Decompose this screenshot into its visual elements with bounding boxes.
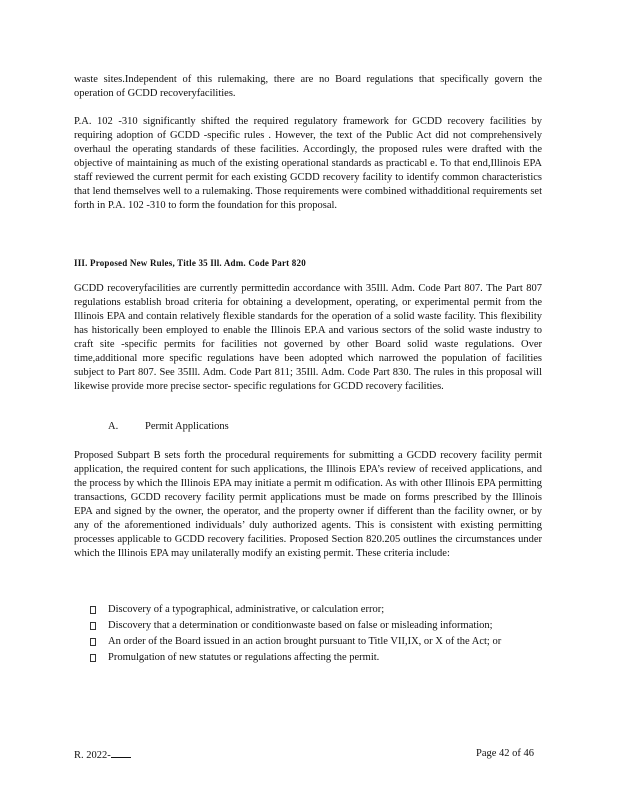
- public-act-paragraph: P.A. 102 -310 significantly shifted the required regulatory framework for GCDD recovery facilities by requiring adoption of GCDD -specific rules . However, the text of the Public Act did not comprehensively overhaul the operating standards of these facilities. Accordingly, the proposed rules were drafted with the objective of maintaining as much of the existing operational standards as practicabl e. To that end,Illinois EPA staff reviewed the current permit for each existing GCDD recovery facility to identify common characteristics that lend themselves well to a rulemaking. Those requirements were combined withadditional requirements set forth in P.A. 102 -310 to form the foundation for this proposal.: [74, 116, 542, 211]
- subsection-letter: A.: [108, 421, 119, 432]
- criteria-list: [90, 603, 542, 667]
- bullet-box-icon: [90, 638, 96, 646]
- bullet-box-icon: [90, 606, 96, 614]
- subpart-b-paragraph: Proposed Subpart B sets forth the procedural requirements for submitting a GCDD recovery facility permit application, the required content for such applications, the Illinois EPA’s review of received applications, and the process by which the Illinois EPA may initiate a permit m odification. As with other Illinois EPA permitting transactions, GCDD recovery facility permit applications must be made on forms prescribed by the Illinois EPA and signed by the owner, the operator, and the property owner if different than the facility owner, or by any of the aforementioned individuals’ duly authorized agents. This is consistent with existing permitting processes applicable to GCDD recovery facilities. Proposed Section 820.205 outlines the circumstances under which the Illinois EPA may unilaterally modify an existing permit. These criteria include:: [74, 450, 542, 559]
- list-item: Discovery of a typographical, administrative, or calculation error;: [90, 603, 542, 617]
- footer-docket: R. 2022-: [74, 748, 131, 761]
- list-item: An order of the Board issued in an action brought pursuant to Title VII,IX, or X of the Act; or: [90, 635, 542, 649]
- list-item: Promulgation of new statutes or regulations affecting the permit.: [90, 651, 542, 665]
- docket-blank-line: [111, 748, 131, 758]
- bullet-box-icon: [90, 654, 96, 662]
- subsection-title: Permit Applications: [145, 421, 229, 432]
- footer-page-number: Page 42 of 46: [476, 748, 535, 759]
- section-heading: III. Proposed New Rules, Title 35 Ill. Adm. Code Part 820: [74, 258, 306, 268]
- bullet-box-icon: [90, 622, 96, 630]
- intro-paragraph: waste sites.Independent of this rulemaking, there are no Board regulations that specifically govern the operation of GCDD recoveryfacilities.: [74, 74, 542, 99]
- list-item: Discovery that a determination or conditionwaste based on false or misleading information;: [90, 619, 542, 633]
- subsection-heading: [108, 420, 408, 434]
- gcdd-paragraph: GCDD recoveryfacilities are currently permittedin accordance with 35Ill. Adm. Code Part 807. The Part 807 regulations establish broad criteria for obtaining a development, operating, or experimental permit from the Illinois EPA and contain relatively flexible standards for the operation of a solid waste facility. This flexibility has historically been employed to enable the Illinois EP.A and various sectors of the solid waste industry to craft site -specific permits for facilities not governed by other Board solid waste regulations. Over time,additional more specific regulations have been adopted which narrowed the population of facilities subject to Part 807. See 35Ill. Adm. Code Part 811; 35Ill. Adm. Code Part 830. The rules in this proposal will likewise provide more precise sector- specific regulations for GCDD recovery facilities.: [74, 283, 542, 392]
